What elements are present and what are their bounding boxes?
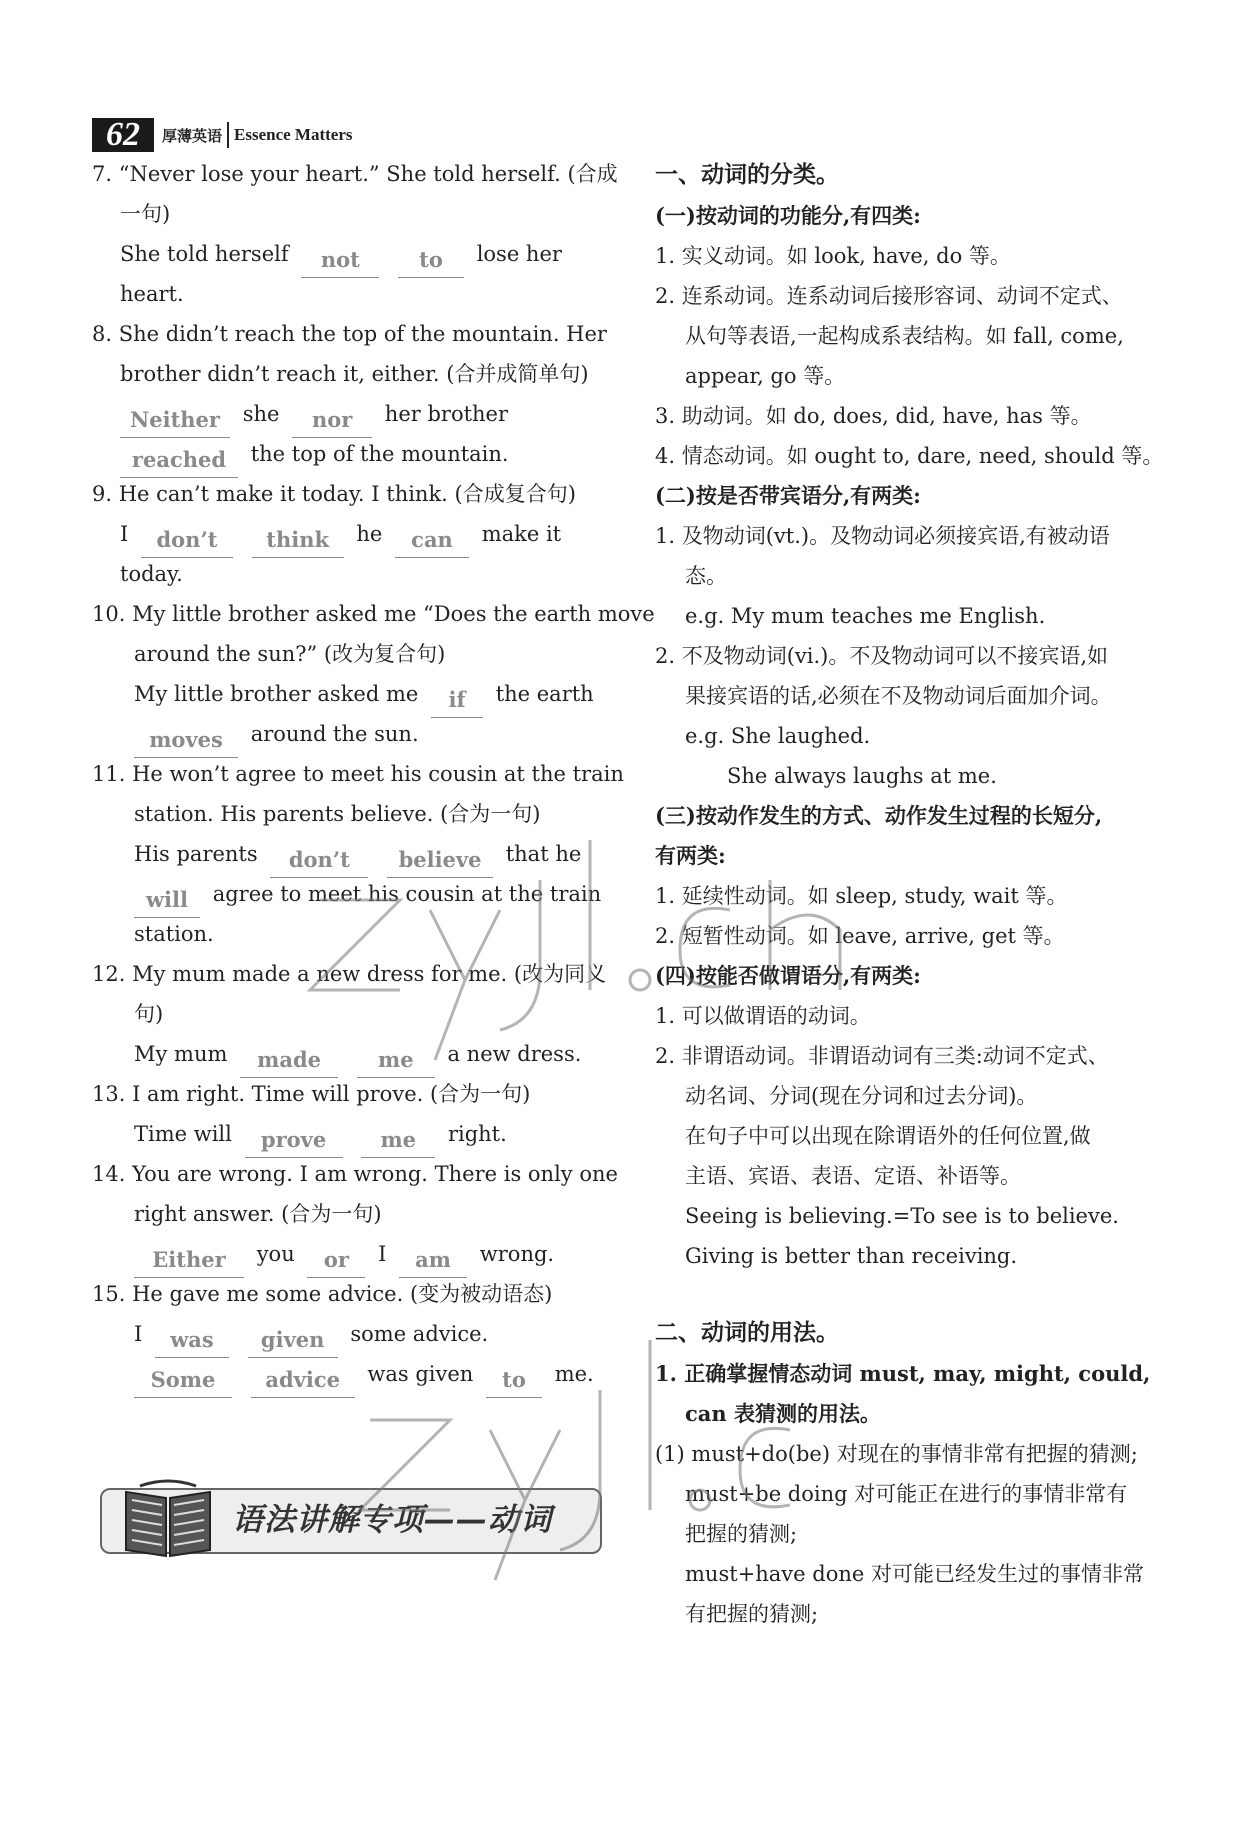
- question-13-answer: [92, 1114, 592, 1154]
- note-line: 2. 不及物动词(vi.)。不及物动词可以不接宾语,如: [655, 644, 1109, 668]
- note-line: 3. 助动词。如 do, does, did, have, has 等。: [655, 404, 1092, 428]
- answer-text: I: [378, 1242, 387, 1266]
- question-9-line3: today.: [120, 562, 183, 586]
- page-number: 62: [92, 118, 154, 152]
- answer-blank: nor: [292, 403, 372, 438]
- answer-text: was given: [367, 1362, 474, 1386]
- spacer: [655, 1276, 1195, 1312]
- answer-text: you: [256, 1242, 295, 1266]
- question-10-answer1: [92, 674, 592, 714]
- question-9-answer: [92, 514, 592, 554]
- exercise-column: [92, 154, 655, 1394]
- answer-blank: don’t: [270, 843, 368, 878]
- answer-blank: made: [240, 1043, 338, 1078]
- question-11-answer1: [92, 834, 592, 874]
- question-7-line1: 7. “Never lose your heart.” She told herself. (合成: [92, 162, 618, 186]
- note-line: must+be doing 对可能正在进行的事情非常有: [685, 1482, 1128, 1506]
- answer-blank: me: [357, 1043, 435, 1078]
- grammar-banner: [100, 1478, 598, 1562]
- question-14-line1: 14. You are wrong. I am wrong. There is only one: [92, 1162, 618, 1186]
- note-line: must+have done 对可能已经发生过的事情非常: [685, 1562, 1144, 1586]
- question-12-line1: 12. My mum made a new dress for me. (改为同义: [92, 962, 607, 986]
- answer-blank: not: [301, 243, 379, 278]
- subsection-c-title: (三)按动作发生的方式、动作发生过程的长短分,: [655, 803, 1103, 828]
- question-8-line1: 8. She didn’t reach the top of the mountain. Her: [92, 322, 607, 346]
- note-line: 在句子中可以出现在除谓语外的任何位置,做: [685, 1124, 1091, 1148]
- answer-blank: me: [361, 1123, 435, 1158]
- question-8-line2: brother didn’t reach it, either. (合并成简单句): [120, 362, 589, 386]
- answer-blank: to: [486, 1363, 542, 1398]
- answer-text: that he: [505, 842, 582, 866]
- note-line: 把握的猜测;: [685, 1522, 798, 1546]
- note-line: (1) must+do(be) 对现在的事情非常有把握的猜测;: [655, 1442, 1138, 1466]
- note-line: 1. 可以做谓语的动词。: [655, 1004, 871, 1028]
- question-12-line2: 句): [134, 1002, 164, 1026]
- example-line: Giving is better than receiving.: [685, 1244, 1018, 1268]
- answer-text: around the sun.: [250, 722, 419, 746]
- question-15-answer1: [92, 1314, 592, 1354]
- answer-blank: if: [431, 683, 483, 718]
- answer-blank: prove: [245, 1123, 343, 1158]
- note-line: 1. 延续性动词。如 sleep, study, wait 等。: [655, 884, 1068, 908]
- answer-text: he: [356, 522, 383, 546]
- answer-blank: believe: [387, 843, 493, 878]
- example-line: She always laughs at me.: [727, 764, 997, 788]
- question-14-answer: [92, 1234, 592, 1274]
- answer-text: My little brother asked me: [134, 682, 419, 706]
- question-11-answer2: [92, 874, 602, 914]
- question-10-answer2: [92, 714, 592, 754]
- question-7-line4: heart.: [120, 282, 184, 306]
- question-11-line5: station.: [134, 922, 214, 946]
- answer-text: agree to meet his cousin at the train: [212, 882, 602, 906]
- grammar-column: [655, 154, 1195, 1634]
- answer-blank: was: [155, 1323, 229, 1358]
- note-line: 1. 及物动词(vt.)。及物动词必须接宾语,有被动语: [655, 524, 1110, 548]
- subsection-d-title: (四)按能否做谓语分,有两类:: [655, 963, 921, 988]
- note-line: 主语、宾语、表语、定语、补语等。: [685, 1164, 1021, 1188]
- banner-title: 语法讲解专项——动词: [232, 1502, 552, 1538]
- question-11-line1: 11. He won’t agree to meet his cousin at the train: [92, 762, 624, 786]
- answer-blank: to: [398, 243, 464, 278]
- usage-1-title-cont: can 表猜测的用法。: [685, 1401, 881, 1426]
- answer-text: My mum: [134, 1042, 228, 1066]
- answer-blank: advice: [251, 1363, 355, 1398]
- answer-text: the earth: [495, 682, 594, 706]
- question-10-line2: around the sun?” (改为复合句): [134, 642, 446, 666]
- question-15-line1: 15. He gave me some advice. (变为被动语态): [92, 1282, 553, 1306]
- question-7-line2: 一句): [120, 202, 171, 226]
- answer-blank: moves: [134, 723, 238, 758]
- note-line: 4. 情态动词。如 ought to, dare, need, should 等。: [655, 444, 1164, 468]
- subsection-a-title: (一)按动词的功能分,有四类:: [655, 203, 921, 228]
- answer-text: right.: [447, 1122, 507, 1146]
- subsection-b-title: (二)按是否带宾语分,有两类:: [655, 483, 921, 508]
- question-11-line2: station. His parents believe. (合为一句): [134, 802, 541, 826]
- answer-blank: don’t: [141, 523, 233, 558]
- answer-blank: or: [307, 1243, 365, 1278]
- note-line: 1. 实义动词。如 look, have, do 等。: [655, 244, 1011, 268]
- answer-text: She told herself: [120, 242, 289, 266]
- answer-blank: Some: [134, 1363, 232, 1398]
- answer-text: I: [120, 522, 129, 546]
- note-line: 从句等表语,一起构成系表结构。如 fall, come,: [685, 324, 1124, 348]
- answer-text: Time will: [134, 1122, 232, 1146]
- answer-text: some advice.: [350, 1322, 489, 1346]
- question-8-answer2: [92, 434, 592, 474]
- example-line: Seeing is believing.=To see is to believe.: [685, 1204, 1119, 1228]
- answer-text: a new dress.: [447, 1042, 582, 1066]
- note-line: 态。: [685, 564, 727, 588]
- question-14-line2: right answer. (合为一句): [134, 1202, 382, 1226]
- question-10-line1: 10. My little brother asked me “Does the earth move: [92, 602, 655, 626]
- answer-blank: will: [134, 883, 200, 918]
- open-book-icon: [120, 1478, 216, 1562]
- usage-1-title: 1. 正确掌握情态动词 must, may, might, could,: [655, 1361, 1151, 1386]
- answer-blank: am: [399, 1243, 467, 1278]
- answer-blank: reached: [120, 443, 238, 478]
- note-line: 2. 非谓语动词。非谓语动词有三类:动词不定式、: [655, 1044, 1109, 1068]
- note-line: appear, go 等。: [685, 364, 846, 388]
- answer-text: make it: [481, 522, 562, 546]
- series-title-en: Essence Matters: [234, 125, 353, 144]
- note-line: 动名词、分词(现在分词和过去分词)。: [685, 1084, 1038, 1108]
- page-header: [92, 118, 353, 152]
- answer-blank: given: [248, 1323, 338, 1358]
- note-line: 果接宾语的话,必须在不及物动词后面加介词。: [685, 684, 1112, 708]
- series-title-cn: 厚薄英语: [162, 126, 223, 145]
- note-line: 2. 短暂性动词。如 leave, arrive, get 等。: [655, 924, 1065, 948]
- answer-blank: Either: [134, 1243, 244, 1278]
- section-1-title: 一、动词的分类。: [655, 161, 839, 188]
- example-line: e.g. She laughed.: [685, 724, 871, 748]
- answer-text: her brother: [384, 402, 509, 426]
- answer-text: she: [242, 402, 280, 426]
- answer-blank: think: [252, 523, 344, 558]
- note-line: 有把握的猜测;: [685, 1602, 819, 1626]
- subsection-c-title-cont: 有两类:: [655, 843, 726, 868]
- question-7-answer: [92, 234, 592, 274]
- example-line: e.g. My mum teaches me English.: [685, 604, 1046, 628]
- question-13-line1: 13. I am right. Time will prove. (合为一句): [92, 1082, 531, 1106]
- answer-text: His parents: [134, 842, 258, 866]
- answer-blank: can: [395, 523, 469, 558]
- question-15-answer2: [92, 1354, 592, 1394]
- answer-text: me.: [554, 1362, 594, 1386]
- question-9-line1: 9. He can’t make it today. I think. (合成复合句): [92, 482, 576, 506]
- section-2-title: 二、动词的用法。: [655, 1319, 839, 1346]
- answer-text: the top of the mountain.: [250, 442, 509, 466]
- answer-text: I: [134, 1322, 143, 1346]
- answer-text: wrong.: [479, 1242, 555, 1266]
- header-divider: [227, 122, 229, 148]
- answer-blank: Neither: [120, 403, 230, 438]
- answer-text: lose her: [476, 242, 562, 266]
- question-12-answer: [92, 1034, 592, 1074]
- note-line: 2. 连系动词。连系动词后接形容词、动词不定式、: [655, 284, 1123, 308]
- question-8-answer1: [92, 394, 592, 434]
